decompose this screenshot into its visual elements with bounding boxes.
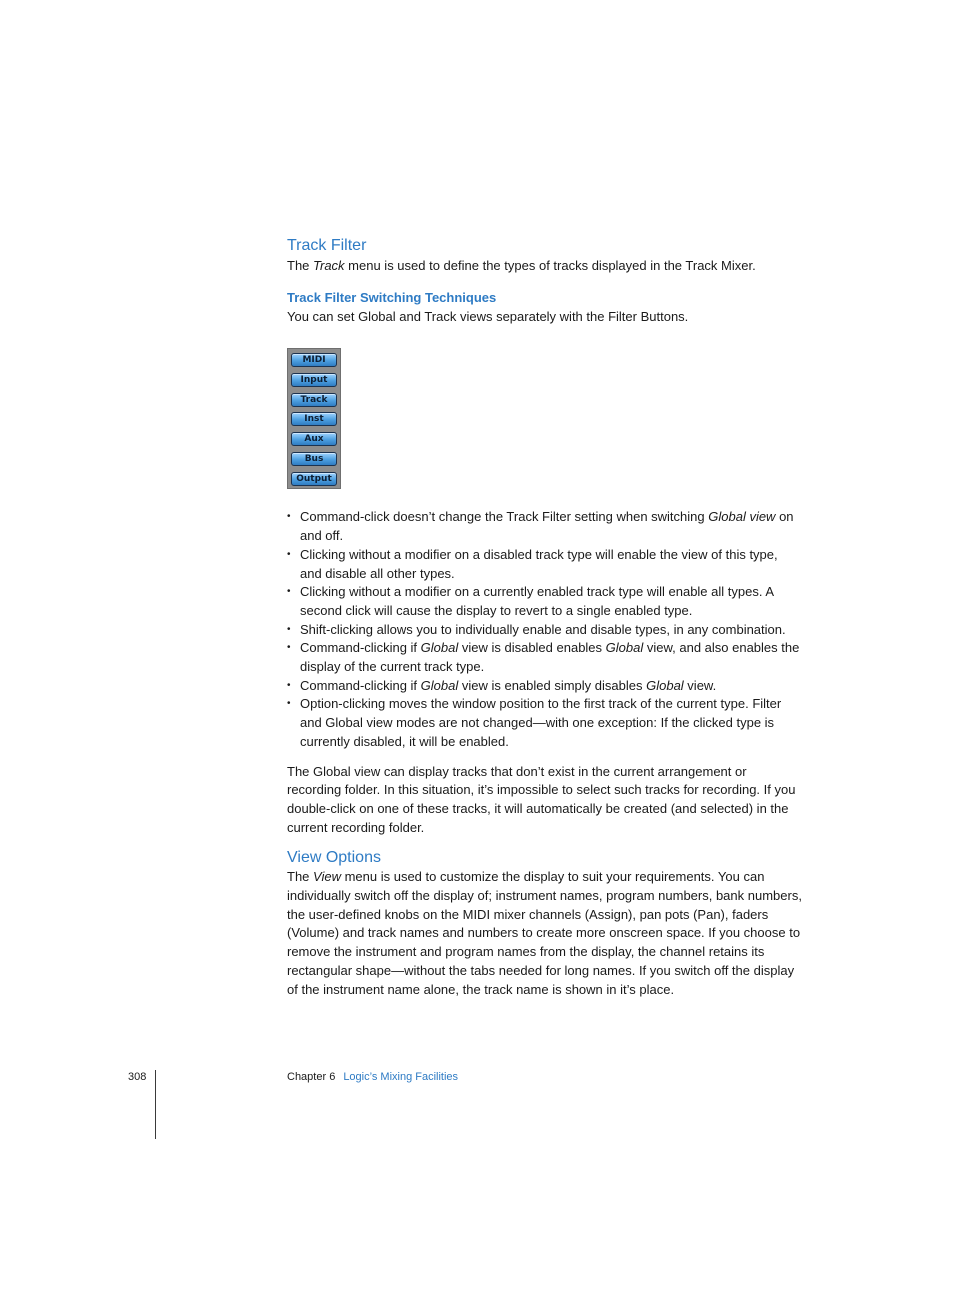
- view-options-heading: View Options: [287, 849, 381, 867]
- filter-button-aux[interactable]: Aux: [291, 432, 337, 446]
- page-content: [287, 236, 802, 999]
- chapter-label: Chapter 6: [287, 1071, 336, 1083]
- track-filter-heading: Track Filter: [287, 237, 367, 254]
- chapter-title: Logic’s Mixing Facilities: [343, 1071, 459, 1083]
- filter-button-output[interactable]: Output: [291, 472, 337, 486]
- filter-button-bus[interactable]: Bus: [291, 452, 337, 466]
- list-item: • Option-clicking moves the window position to the first track of the current type. Filter and Global view modes are not changed—with one exception: If the clicked type is currently disabled, it will be enabled.: [287, 695, 802, 751]
- filter-button-track[interactable]: Track: [291, 393, 337, 407]
- filter-button-input[interactable]: Input: [291, 373, 337, 387]
- list-item: • Clicking without a modifier on a currently enabled track type will enable all types. A second click will cause the display to revert to a single enabled type.: [287, 583, 802, 620]
- list-item: • Clicking without a modifier on a disabled track type will enable the view of this type, and disable all other types.: [287, 546, 802, 583]
- list-item: • Command-click doesn’t change the Track Filter setting when switching Global view on and off.: [287, 508, 802, 545]
- switching-techniques-heading: Track Filter Switching Techniques: [287, 289, 497, 305]
- global-view-paragraph: The Global view can display tracks that don’t exist in the current arrangement or recording folder. In this situation, it’s impossible to select such tracks for recording. If you double-click on one of these tracks, it will automatically be created (and selected) in the current recording folder.: [287, 763, 796, 835]
- filter-buttons-panel: [287, 348, 341, 489]
- footer-divider: [155, 1070, 156, 1139]
- track-filter-intro: The Track menu is used to define the types of tracks displayed in the Track Mixer.: [287, 258, 756, 273]
- list-item: • Shift-clicking allows you to individually enable and disable types, in any combination.: [287, 621, 802, 640]
- filter-button-midi[interactable]: MIDI: [291, 353, 337, 367]
- switching-bullet-list: [287, 508, 802, 751]
- list-item: • Command-clicking if Global view is enabled simply disables Global view.: [287, 677, 802, 696]
- list-item: • Command-clicking if Global view is disabled enables Global view, and also enables the display of the current track type.: [287, 639, 802, 676]
- chapter-footer: [287, 1070, 458, 1084]
- switching-techniques-text: You can set Global and Track views separately with the Filter Buttons.: [287, 308, 689, 324]
- filter-button-inst[interactable]: Inst: [291, 412, 337, 426]
- page-number: 308: [128, 1071, 147, 1083]
- view-options-paragraph: The View menu is used to customize the display to suit your requirements. You can individually switch off the display of; instrument names, program numbers, bank numbers, the user-defined knobs on the MIDI mixer channels (Assign), pan pots (Pan), faders (Volume) and track names and numbers to create more onscreen space. If you choose to remove the instrument and program names from the display, the channel retains its rectangular shape—without the tabs needed for long names. If you switch off the display of the instrument name alone, the track name is shown in it’s place.: [287, 869, 802, 997]
